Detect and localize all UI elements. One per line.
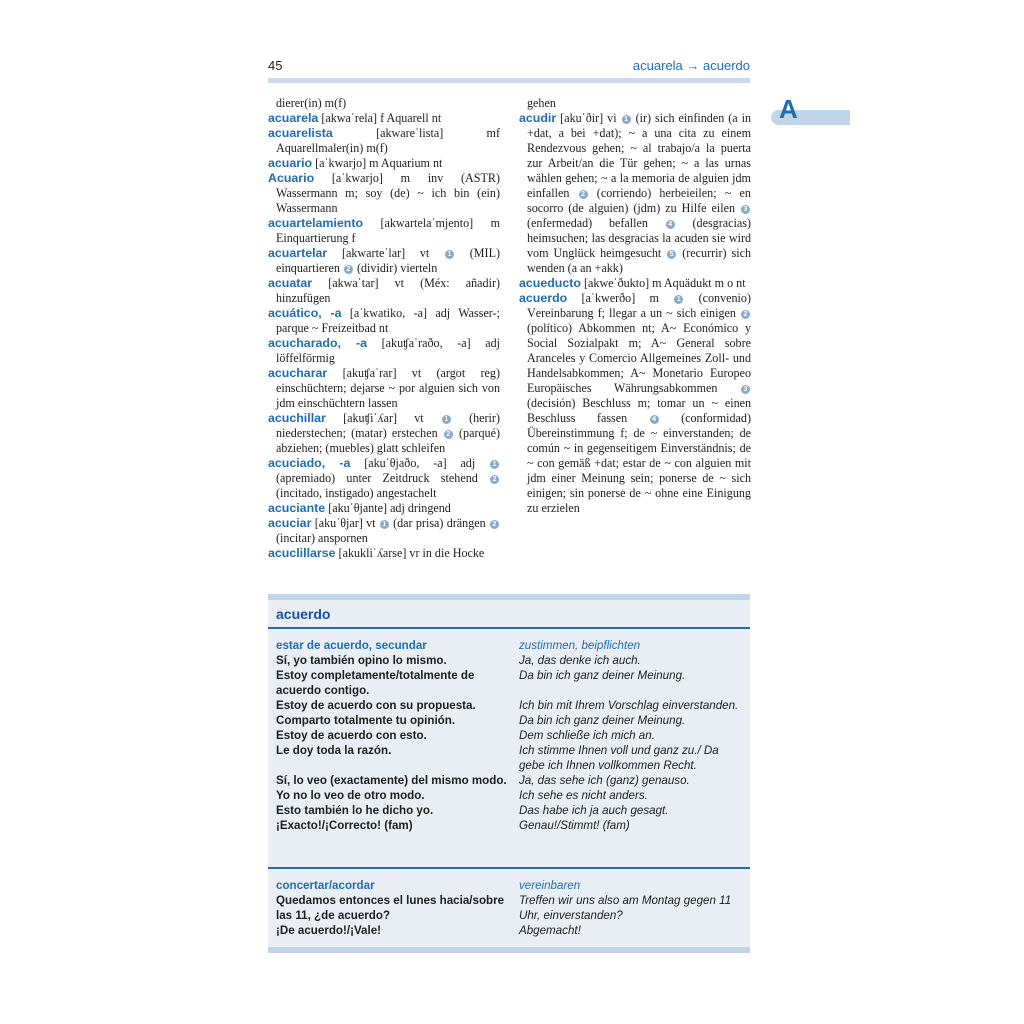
entry-body: [akwaˈrela] f Aquarell nt: [321, 111, 442, 125]
sense-number-icon: 5: [667, 250, 676, 259]
headword: acuciar: [268, 516, 312, 530]
dictionary-entry: [268, 366, 500, 411]
headword: acuario: [268, 156, 313, 170]
sense-number-icon: 3: [741, 205, 750, 214]
sense-number-icon: 1: [490, 460, 499, 469]
phrase-row: [276, 698, 746, 713]
phrase-es: ¡Exacto!/¡Correcto! (fam): [276, 819, 413, 832]
headword: acuatar: [268, 276, 313, 290]
phrase-es: Comparto totalmente tu opinión.: [276, 714, 456, 727]
phrase-de: Ich stimme Ihnen voll und ganz zu./ Da gebe ich Ihnen vollkommen Recht.: [518, 744, 719, 772]
phrase-de: Abgemacht!: [518, 924, 581, 937]
dictionary-entry: [268, 216, 500, 246]
sense-number-icon: 4: [650, 415, 659, 424]
header-rule: [268, 78, 750, 83]
entry-body: [aˈkwatiko, -a] adj Wasser-; parque ~ Freizeitbad nt: [276, 306, 500, 335]
entry-body: [aˈkwerðo] m 1 (convenio) Vereinbarung f; llegar a un ~ sich einigen 2 (político) Abkommen nt; A~ Económico y Social Sozialpakt m; A~ General sobre Aranceles y Comercio Allgemeines Zoll- und Handelsabkommen; A~ Monetario Europeo Europäisches Währungsabkommen 3 (decisión) Beschluss m; tomar un ~ einen Beschluss fassen 4 (conformidad) Übereinstimmung f; de ~ einverstanden; de común ~ in gegenseitigem Einverständnis; de ~ con gemäß +dat; estar de ~ con alguien mit jdm einer Meinung sein; ponerse de ~ sich einigen; sin ponerse de ~ ohne eine Einigung zu erzielen: [527, 291, 752, 515]
entry-body: [akukliˈʎarse] vr in die Hocke: [338, 546, 485, 560]
sense-number-icon: 4: [666, 220, 675, 229]
entry-body: [akwareˈlista] mf Aquarellmaler(in) m(f): [276, 126, 500, 155]
phrase-heading-es: concertar/acordar: [276, 879, 375, 892]
dictionary-entry: [268, 276, 500, 306]
headword: Acuario: [268, 171, 315, 185]
dictionary-entry: [268, 411, 500, 456]
entry-body: [akuˈðir] vi 1 (ir) sich einfinden (a in +dat, a bei +dat); ~ a una cita zu einem Rendezvous gehen; ~ al trabajo/a la puerta zur Arbeit/an die Tür gehen; ~ a las urnas wählen gehen; ~ a la memoria de alguien jdm einfallen 2 (corriendo) herbeieilen; ~ en socorro (de alguien) (jdm) zu Hilfe eilen 3 (enfermedad) befallen 4 (desgracias) heimsuchen; las desgracias la acuden sie wird vom Unglück heimgesucht 5 (recurrir) sich wenden (a an +akk): [527, 111, 752, 275]
entry-body: [aˈkwarjo] m inv (ASTR) Wassermann m; soy (de) ~ ich bin (ein) Wassermann: [276, 171, 500, 215]
phrase-row: [276, 788, 746, 803]
phrase-es: Estoy de acuerdo con esto.: [276, 729, 427, 742]
headword: acuciante: [268, 501, 326, 515]
dictionary-entry-continuation: dierer(in) m(f): [276, 96, 347, 110]
phrase-row: [276, 653, 746, 668]
dictionary-entry: [268, 126, 500, 156]
phrase-es: Quedamos entonces el lunes hacia/sobre las 11, ¿de acuerdo?: [276, 894, 505, 922]
sense-number-icon: 2: [741, 310, 750, 319]
phrase-row: [276, 728, 746, 743]
entry-body: [akuˈθjante] adj dringend: [328, 501, 451, 515]
entry-body: [akuʧaˈrar] vt (argot reg) einschüchtern; dejarse ~ por alguien sich von jdm einschüchtern lassen: [276, 366, 500, 410]
phrase-de: Da bin ich ganz deiner Meinung.: [518, 714, 686, 727]
phrase-box: [268, 594, 750, 953]
headword: acuarelista: [268, 126, 333, 140]
dictionary-entry: [268, 111, 500, 126]
headword: acudir: [519, 111, 557, 125]
entry-body: [akwarteˈlar] vt 1 (MIL) einquartieren 2 (dividir) vierteln: [276, 246, 500, 275]
sense-number-icon: 2: [490, 520, 499, 529]
phrase-de: Ja, das sehe ich (ganz) genauso.: [518, 774, 690, 787]
phrase-box-top-bar: [268, 594, 750, 600]
sense-number-icon: 1: [445, 250, 454, 259]
phrase-es: Esto también lo he dicho yo.: [276, 804, 434, 817]
phrase-row: [276, 668, 746, 698]
page-range-header: acuarela → acuerdo: [632, 58, 750, 73]
phrase-row: [276, 743, 746, 773]
headword: acucharado, -a: [268, 336, 368, 350]
dictionary-entry: [519, 111, 751, 276]
dictionary-column-left: [268, 96, 500, 561]
sense-number-icon: 1: [380, 520, 389, 529]
phrase-heading-es: estar de acuerdo, secundar: [276, 639, 427, 652]
dictionary-entry: [519, 291, 751, 516]
phrase-row: [276, 713, 746, 728]
headword: acucharar: [268, 366, 328, 380]
phrase-section-arrange: [276, 878, 746, 938]
headword: acuclillarse: [268, 546, 336, 560]
sense-number-icon: 2: [344, 265, 353, 274]
sense-number-icon: 1: [442, 415, 451, 424]
phrase-de: Ich bin mit Ihrem Vorschlag einverstanden.: [518, 699, 739, 712]
phrase-section-agree: [276, 638, 746, 833]
headword: acueducto: [519, 276, 581, 290]
phrase-box-title: acuerdo: [276, 606, 331, 622]
phrase-row: [276, 773, 746, 788]
sense-number-icon: 2: [579, 190, 588, 199]
phrase-section-divider: [268, 867, 750, 869]
page-number: 45: [268, 58, 283, 73]
phrase-es: Sí, lo veo (exactamente) del mismo modo.: [276, 774, 507, 787]
phrase-box-bottom-bar: [268, 947, 750, 953]
phrase-de: Ich sehe es nicht anders.: [518, 789, 648, 802]
phrase-de: Da bin ich ganz deiner Meinung.: [518, 669, 686, 682]
dictionary-entry: [268, 501, 500, 516]
phrase-de: Genau!/Stimmt! (fam): [518, 819, 630, 832]
phrase-section-heading: [276, 638, 746, 653]
sense-number-icon: 2: [490, 475, 499, 484]
phrase-es: ¡De acuerdo!/¡Vale!: [276, 924, 382, 937]
entry-body: [akuʧaˈraðo, -a] adj löffelförmig: [276, 336, 500, 365]
sense-number-icon: 1: [622, 115, 631, 124]
dictionary-entry: [268, 516, 500, 546]
dictionary-entry: [519, 276, 751, 291]
phrase-es: Estoy completamente/totalmente de acuerdo contigo.: [276, 669, 475, 697]
headword: acuartelamiento: [268, 216, 364, 230]
dictionary-entry: [268, 546, 500, 561]
phrase-de: Das habe ich ja auch gesagt.: [518, 804, 669, 817]
entry-body: [akuˈθjar] vt 1 (dar prisa) drängen 2 (incitar) anspornen: [276, 516, 500, 545]
phrase-box-title-rule: [268, 627, 750, 629]
sense-number-icon: 1: [674, 295, 683, 304]
entry-body: [akwaˈtar] vt (Méx: añadir) hinzufügen: [276, 276, 500, 305]
entry-body: [aˈkwarjo] m Aquarium nt: [315, 156, 443, 170]
headword: acuarela: [268, 111, 319, 125]
dictionary-entry: [268, 246, 500, 276]
phrase-heading-de: vereinbaren: [518, 879, 581, 892]
phrase-de: Dem schließe ich mich an.: [518, 729, 655, 742]
thumb-index-letter: A: [779, 94, 798, 124]
phrase-row: [276, 818, 746, 833]
phrase-de: Ja, das denke ich auch.: [518, 654, 641, 667]
entry-body: [akweˈðukto] m Aquädukt m o nt: [584, 276, 746, 290]
phrase-es: Estoy de acuerdo con su propuesta.: [276, 699, 476, 712]
headword: acuerdo: [519, 291, 568, 305]
phrase-row: [276, 803, 746, 818]
headword: acuchillar: [268, 411, 326, 425]
headword: acuciado, -a: [268, 456, 351, 470]
dictionary-entry: [268, 156, 500, 171]
phrase-de: Treffen wir uns also am Montag gegen 11 Uhr, einverstanden?: [518, 894, 732, 922]
entry-body: [akuʧiˈʎar] vt 1 (herir) niederstechen; (matar) erstechen 2 (parqué) abziehen; (muebles) glatt schleifen: [276, 411, 500, 455]
phrase-es: Sí, yo también opino lo mismo.: [276, 654, 447, 667]
phrase-row: [276, 893, 746, 923]
sense-number-icon: 2: [444, 430, 453, 439]
headword: acuático, -a: [268, 306, 342, 320]
dictionary-entry: [268, 456, 500, 501]
entry-body: [akwartelaˈmjento] m Einquartierung f: [276, 216, 500, 245]
dictionary-entry: [268, 336, 500, 366]
headword: acuartelar: [268, 246, 328, 260]
dictionary-entry: [268, 306, 500, 336]
sense-number-icon: 3: [741, 385, 750, 394]
phrase-es: Le doy toda la razón.: [276, 744, 392, 757]
dictionary-entry-continuation: gehen: [527, 96, 556, 110]
phrase-row: [276, 923, 746, 938]
phrase-es: Yo no lo veo de otro modo.: [276, 789, 425, 802]
phrase-section-heading: [276, 878, 746, 893]
dictionary-entry: [268, 171, 500, 216]
phrase-heading-de: zustimmen, beipflichten: [518, 639, 641, 652]
entry-body: [akuˈθjaðo, -a] adj 1 (apremiado) unter Zeitdruck stehend 2 (incitado, instigado) angestachelt: [276, 456, 500, 500]
dictionary-column-right: [519, 96, 751, 516]
